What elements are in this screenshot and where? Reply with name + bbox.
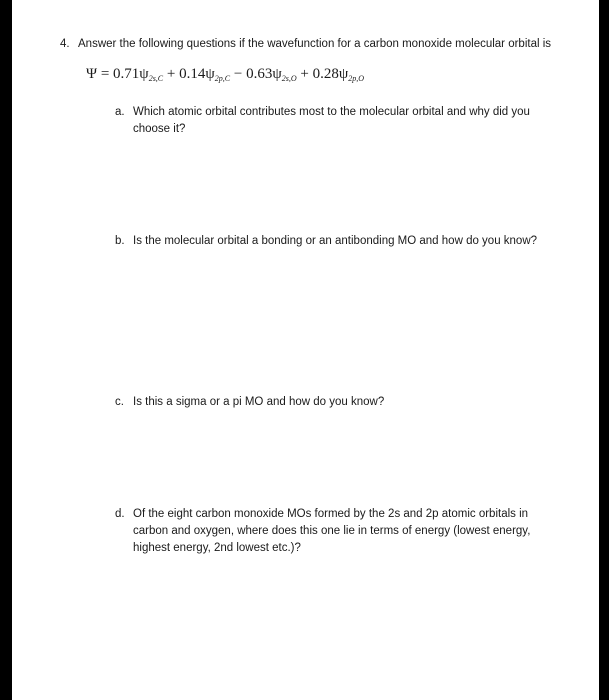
subquestion-c [115, 394, 545, 411]
basis-symbol: ψ [139, 66, 149, 82]
term-subscript: 2s,C [148, 74, 164, 83]
term-coefficient: 0.71 [113, 66, 140, 82]
term-coefficient: 0.28 [312, 66, 339, 82]
subquestion-text: Of the eight carbon monoxide MOs formed by the 2s and 2p atomic orbitals in carbon and oxygen, where does this one lie in terms of energy (lowest energy, highest energy, 2nd lowest etc.)? [133, 508, 531, 554]
subquestion-letter: c. [115, 396, 124, 408]
subquestion-b [115, 233, 545, 250]
document-page [12, 0, 599, 700]
subquestion-text: Which atomic orbital contributes most to the molecular orbital and why did you choose it? [133, 106, 530, 135]
psi-symbol: Ψ [86, 66, 98, 82]
question-text: Answer the following questions if the wavefunction for a carbon monoxide molecular orbital is [78, 38, 552, 50]
basis-symbol: ψ [338, 66, 349, 82]
subquestion-letter: d. [115, 508, 125, 520]
basis-symbol: ψ [272, 66, 282, 82]
subquestion-text: Is this a sigma or a pi MO and how do you know? [133, 396, 385, 408]
term-subscript: 2p,O [348, 74, 364, 83]
term-coefficient: 0.14 [179, 66, 206, 82]
wavefunction-equation: $\Psi = 0.71\psi_{2s,C} + 0.14\psi_{2p,C} - 0.63\psi_{2s,O} + 0.28\psi_{2p,O}$ [86, 66, 364, 83]
term-subscript: 2s,O [281, 74, 297, 83]
question-number: 4. [60, 38, 70, 50]
basis-symbol: ψ [205, 66, 215, 82]
subquestion-letter: a. [115, 106, 125, 118]
term-subscript: 2p,C [214, 74, 231, 83]
subquestion-text: Is the molecular orbital a bonding or an antibonding MO and how do you know? [133, 235, 538, 247]
subquestion-d [115, 506, 545, 557]
term-coefficient: 0.63 [246, 66, 273, 82]
subquestion-letter: b. [115, 235, 125, 247]
question-heading [60, 38, 551, 50]
subquestion-a [115, 104, 545, 138]
